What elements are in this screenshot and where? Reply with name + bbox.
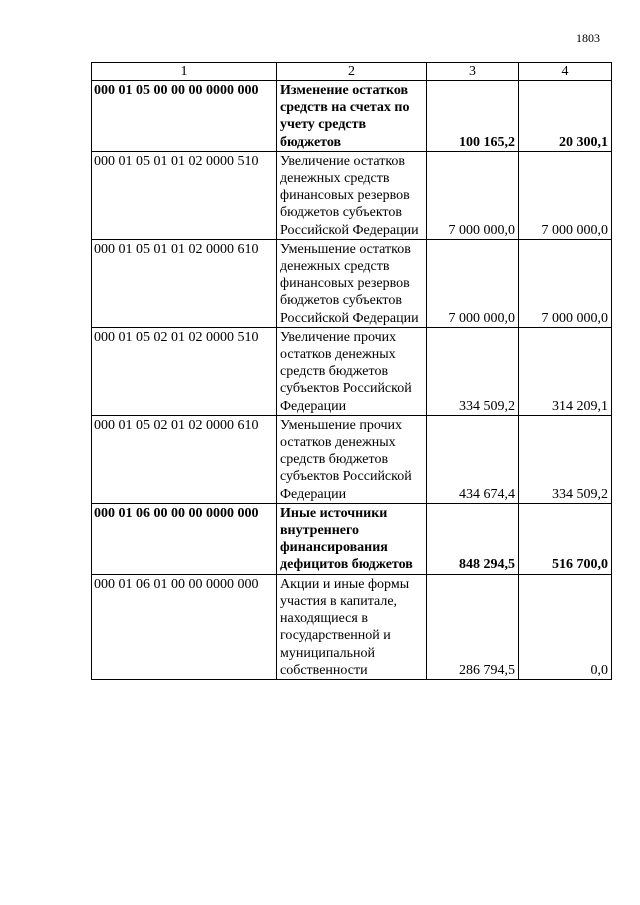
table-row	[92, 327, 612, 415]
page-number: 1803	[576, 31, 600, 45]
column-header-3: 3	[427, 63, 519, 81]
row-value-col3: 848 294,5	[427, 503, 519, 574]
column-header-2: 2	[277, 63, 427, 81]
row-value-col3: 100 165,2	[427, 81, 519, 152]
row-value-col3: 434 674,4	[427, 415, 519, 503]
column-header-1: 1	[92, 63, 277, 81]
row-value-col3: 7 000 000,0	[427, 151, 519, 239]
table-row	[92, 81, 612, 152]
row-name: Уменьшение прочих остатков денежных средств бюджетов субъектов Российской Федерации	[277, 415, 427, 503]
table-row	[92, 503, 612, 574]
row-value-col3: 334 509,2	[427, 327, 519, 415]
row-value-col4: 20 300,1	[519, 81, 612, 152]
row-name: Увеличение остатков денежных средств финансовых резервов бюджетов субъектов Российской Федерации	[277, 151, 427, 239]
row-code: 000 01 06 00 00 00 0000 000	[92, 503, 277, 574]
row-name: Иные источники внутреннего финансирования дефицитов бюджетов	[277, 503, 427, 574]
budget-sources-table	[91, 62, 612, 680]
row-value-col4: 516 700,0	[519, 503, 612, 574]
header-row	[92, 63, 612, 81]
row-value-col4: 0,0	[519, 574, 612, 679]
row-value-col3: 7 000 000,0	[427, 239, 519, 327]
row-name: Акции и иные формы участия в капитале, находящиеся в государственной и муниципальной собственности	[277, 574, 427, 679]
row-name: Уменьшение остатков денежных средств финансовых резервов бюджетов субъектов Российской Федерации	[277, 239, 427, 327]
row-name: Увеличение прочих остатков денежных средств бюджетов субъектов Российской Федерации	[277, 327, 427, 415]
row-code: 000 01 05 00 00 00 0000 000	[92, 81, 277, 152]
row-code: 000 01 06 01 00 00 0000 000	[92, 574, 277, 679]
row-value-col4: 314 209,1	[519, 327, 612, 415]
row-code: 000 01 05 02 01 02 0000 510	[92, 327, 277, 415]
row-code: 000 01 05 02 01 02 0000 610	[92, 415, 277, 503]
row-value-col4: 334 509,2	[519, 415, 612, 503]
row-value-col3: 286 794,5	[427, 574, 519, 679]
row-code: 000 01 05 01 01 02 0000 510	[92, 151, 277, 239]
table-row	[92, 239, 612, 327]
table-row	[92, 415, 612, 503]
table-row	[92, 151, 612, 239]
row-code: 000 01 05 01 01 02 0000 610	[92, 239, 277, 327]
row-value-col4: 7 000 000,0	[519, 151, 612, 239]
row-value-col4: 7 000 000,0	[519, 239, 612, 327]
column-header-4: 4	[519, 63, 612, 81]
row-name: Изменение остатков средств на счетах по учету средств бюджетов	[277, 81, 427, 152]
table-row	[92, 574, 612, 679]
